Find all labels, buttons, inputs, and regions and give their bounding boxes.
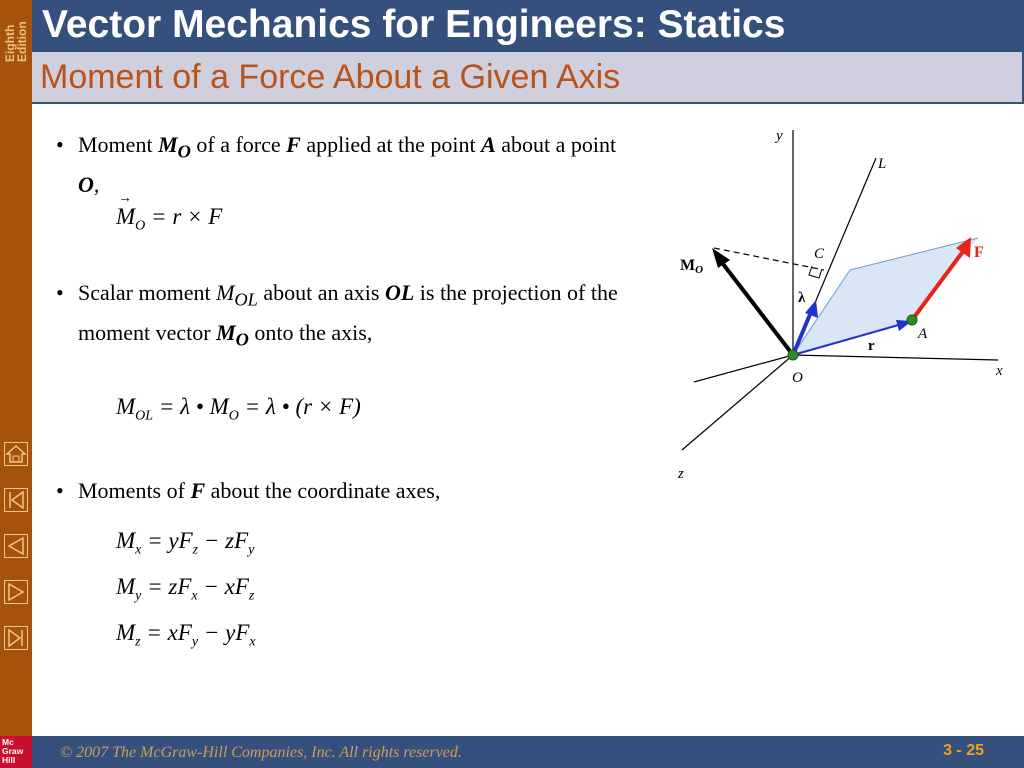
slide-subtitle: Moment of a Force About a Given Axis — [40, 58, 621, 96]
label-MO-sub: O — [695, 264, 704, 276]
logo-line1: Mc — [2, 737, 14, 747]
label-MO — [680, 257, 703, 276]
point-O — [788, 350, 798, 360]
label-x: x — [996, 363, 1003, 379]
equation-moment-vector — [116, 204, 222, 235]
text: Moments of — [78, 478, 191, 503]
mcgraw-hill-logo — [0, 736, 32, 768]
text: , — [93, 172, 100, 198]
label-F: F — [974, 244, 984, 261]
eq-subscript: x — [135, 542, 142, 558]
footer-bar — [32, 736, 1024, 768]
text: about an axis — [257, 280, 385, 305]
copyright-text: © 2007 The McGraw-Hill Companies, Inc. All rights reserved. — [60, 744, 462, 761]
eq-symbol: M — [116, 394, 136, 419]
eq-part: = λ • (r × F) — [238, 394, 361, 419]
symbol-A: A — [481, 132, 496, 157]
equation-scalar-moment — [116, 394, 361, 425]
label-C: C — [814, 246, 825, 262]
label-r: r — [868, 338, 875, 354]
equation-my — [116, 574, 254, 605]
symbol-M: M — [216, 320, 236, 346]
eq-subscript: x — [191, 588, 198, 604]
text: onto the axis, — [248, 320, 373, 346]
label-y: y — [776, 128, 783, 144]
text: about a point — [495, 132, 617, 157]
logo-line2: Graw — [2, 746, 24, 756]
eq-subscript: y — [191, 634, 199, 650]
slide-title: Vector Mechanics for Engineers: Statics — [42, 3, 786, 46]
previous-slide-button[interactable] — [4, 534, 28, 558]
last-slide-button[interactable] — [4, 626, 28, 650]
eq-symbol: M — [116, 620, 136, 645]
eq-part: − xF — [197, 574, 249, 599]
text: is the projection of the moment vector — [78, 280, 618, 346]
z-axis — [682, 355, 793, 450]
point-A — [907, 315, 917, 325]
eq-rhs: = r × F — [151, 204, 223, 229]
eq-part: = yF — [141, 528, 193, 553]
home-button[interactable] — [4, 442, 28, 466]
eq-symbol: M — [116, 574, 136, 599]
previous-slide-icon — [5, 535, 27, 557]
eq-part: = zF — [141, 574, 192, 599]
edition-line1: Eighth — [3, 24, 17, 62]
label-L: L — [878, 156, 887, 172]
label-lambda: λ — [798, 290, 806, 306]
label-O: O — [792, 370, 803, 386]
next-slide-icon — [5, 581, 27, 603]
eq-subscript: OL — [135, 408, 154, 424]
projection-line — [714, 248, 824, 270]
eq-symbol: → M — [116, 204, 135, 230]
text: of a force — [190, 132, 287, 157]
moment-vector — [720, 260, 793, 355]
symbol-M: M — [158, 132, 178, 157]
last-slide-icon — [5, 627, 27, 649]
z-axis-ext — [694, 355, 793, 382]
symbol-OL: OL — [384, 280, 415, 305]
eq-symbol: M — [116, 528, 136, 553]
symbol-F: F — [190, 478, 206, 503]
title-bar — [32, 0, 1024, 52]
subscript: OL — [234, 289, 258, 310]
bullet-scalar-moment: • Scalar moment $M_{OL}$ about an axis OL is the projection of the moment vector $M_O$ onto the axis, — [56, 280, 618, 350]
equation-mx — [116, 528, 254, 559]
eq-part: − yF — [198, 620, 250, 645]
symbol-M: M — [216, 280, 235, 305]
text: about the coordinate axes, — [205, 478, 441, 503]
eq-subscript: O — [228, 408, 239, 424]
page-number: 3 - 25 — [943, 742, 984, 759]
x-axis — [793, 355, 998, 360]
moment-axis-figure — [668, 120, 1018, 490]
subscript: O — [177, 141, 191, 162]
symbol-F: F — [286, 132, 301, 157]
sidebar — [0, 0, 32, 768]
subtitle-bar — [32, 52, 1024, 104]
next-slide-button[interactable] — [4, 580, 28, 604]
eq-part: = λ • M — [153, 394, 229, 419]
first-slide-icon — [5, 489, 27, 511]
symbol-O: O — [78, 172, 94, 198]
text: applied at the point — [300, 132, 482, 157]
bullet-moment-definition: • Moment $M_O$ of a force F applied at the point A about a point O, — [56, 132, 617, 198]
eq-subscript: O — [135, 218, 146, 234]
label-A: A — [918, 326, 928, 342]
eq-subscript: y — [248, 542, 255, 558]
label-z: z — [678, 466, 684, 482]
eq-subscript: z — [192, 542, 199, 558]
lambda-arrowhead — [805, 300, 818, 318]
bullet-coordinate-moments: • Moments of F about the coordinate axes, — [56, 478, 441, 503]
eq-subscript: y — [135, 588, 142, 604]
eq-part: − zF — [198, 528, 249, 553]
eq-subscript: x — [249, 634, 256, 650]
edition-label — [0, 0, 32, 60]
first-slide-button[interactable] — [4, 488, 28, 512]
edition-line2: Edition — [15, 21, 29, 62]
text: Scalar moment — [78, 280, 217, 305]
subscript: O — [235, 329, 249, 350]
label-MO-main: M — [680, 257, 696, 274]
home-icon — [5, 443, 27, 465]
eq-part: = xF — [140, 620, 192, 645]
eq-subscript: z — [248, 588, 255, 604]
logo-line3: Hill — [2, 755, 16, 765]
equation-mz — [116, 620, 256, 651]
figure-svg — [668, 120, 1018, 490]
eq-subscript: z — [135, 634, 141, 650]
text: Moment — [78, 132, 159, 157]
